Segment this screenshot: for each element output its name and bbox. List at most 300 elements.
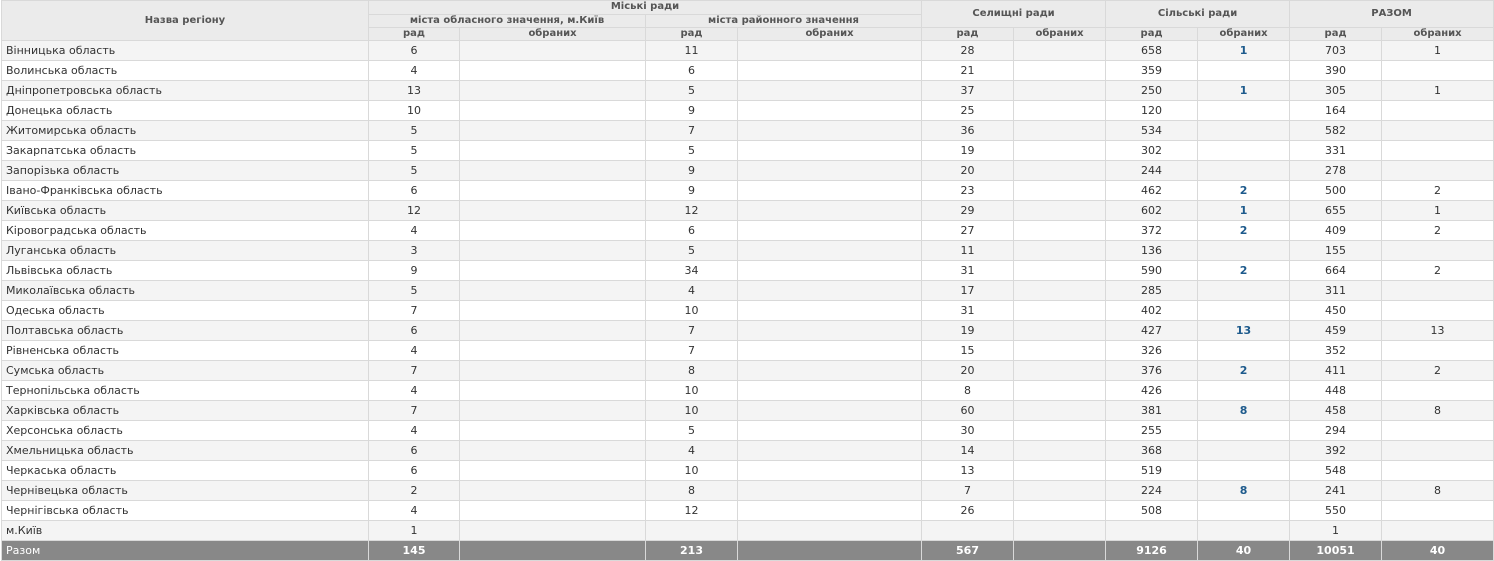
city-district-elected — [738, 41, 922, 61]
settlement-councils: 21 — [922, 61, 1014, 81]
city-district-elected — [738, 521, 922, 541]
settlement-elected — [1014, 501, 1106, 521]
total-elected: 1 — [1382, 41, 1494, 61]
region-name: Миколаївська область — [2, 281, 369, 301]
total-councils: 1 — [1290, 521, 1382, 541]
city-district-elected — [738, 501, 922, 521]
settlement-elected — [1014, 201, 1106, 221]
settlement-elected — [1014, 281, 1106, 301]
city-district-councils: 7 — [646, 121, 738, 141]
table-row — [2, 181, 1494, 201]
city-district-councils: 10 — [646, 401, 738, 421]
settlement-elected — [1014, 381, 1106, 401]
total-councils: 548 — [1290, 461, 1382, 481]
city-regional-councils: 6 — [369, 461, 460, 481]
city-district-elected — [738, 241, 922, 261]
total-councils: 241 — [1290, 481, 1382, 501]
settlement-elected — [1014, 81, 1106, 101]
village-councils: 302 — [1106, 141, 1198, 161]
total-councils: 392 — [1290, 441, 1382, 461]
total-elected: 8 — [1382, 481, 1494, 501]
total-elected — [1382, 101, 1494, 121]
settlement-elected — [1014, 441, 1106, 461]
village-councils: 658 — [1106, 41, 1198, 61]
settlement-elected — [1014, 401, 1106, 421]
city-district-elected — [738, 401, 922, 421]
total-councils: 352 — [1290, 341, 1382, 361]
city-regional-elected — [460, 361, 646, 381]
city-regional-councils: 6 — [369, 321, 460, 341]
city-district-councils: 34 — [646, 261, 738, 281]
settlement-elected-total — [1014, 541, 1106, 561]
village-councils: 534 — [1106, 121, 1198, 141]
settlement-councils: 26 — [922, 501, 1014, 521]
city-district-elected — [738, 381, 922, 401]
settlement-councils: 30 — [922, 421, 1014, 441]
table-row — [2, 461, 1494, 481]
city-regional-councils: 7 — [369, 301, 460, 321]
city-regional-elected — [460, 61, 646, 81]
city-district-councils: 10 — [646, 461, 738, 481]
city-regional-elected — [460, 321, 646, 341]
table-row — [2, 321, 1494, 341]
village-councils: 136 — [1106, 241, 1198, 261]
council-stats-table — [1, 0, 1494, 561]
total-elected-total: 40 — [1382, 541, 1494, 561]
village-councils: 508 — [1106, 501, 1198, 521]
city-district-elected — [738, 341, 922, 361]
city-regional-elected — [460, 481, 646, 501]
table-row — [2, 221, 1494, 241]
total-elected — [1382, 521, 1494, 541]
totals-label: Разом — [2, 541, 369, 561]
city-regional-elected — [460, 201, 646, 221]
village-councils: 368 — [1106, 441, 1198, 461]
settlement-elected — [1014, 101, 1106, 121]
total-elected — [1382, 421, 1494, 441]
city-district-councils: 7 — [646, 321, 738, 341]
village-councils: 402 — [1106, 301, 1198, 321]
village-elected: 2 — [1198, 181, 1290, 201]
settlement-councils: 17 — [922, 281, 1014, 301]
total-councils: 294 — [1290, 421, 1382, 441]
city-regional-councils: 13 — [369, 81, 460, 101]
city-regional-elected — [460, 181, 646, 201]
settlement-councils — [922, 521, 1014, 541]
table-row — [2, 261, 1494, 281]
settlement-councils: 27 — [922, 221, 1014, 241]
settlement-elected — [1014, 521, 1106, 541]
table-row — [2, 41, 1494, 61]
settlement-councils: 13 — [922, 461, 1014, 481]
city-district-councils: 4 — [646, 441, 738, 461]
total-councils: 458 — [1290, 401, 1382, 421]
village-elected — [1198, 441, 1290, 461]
header-region-name: Назва регіону — [2, 1, 369, 41]
city-district-elected — [738, 281, 922, 301]
city-district-elected — [738, 61, 922, 81]
city-regional-councils: 5 — [369, 161, 460, 181]
settlement-elected — [1014, 241, 1106, 261]
region-name: Івано-Франківська область — [2, 181, 369, 201]
city-district-elected — [738, 201, 922, 221]
settlement-elected — [1014, 61, 1106, 81]
village-councils: 285 — [1106, 281, 1198, 301]
city-district-elected — [738, 441, 922, 461]
village-elected — [1198, 501, 1290, 521]
settlement-elected — [1014, 121, 1106, 141]
total-councils: 164 — [1290, 101, 1382, 121]
region-name: Хмельницька область — [2, 441, 369, 461]
region-name: Львівська область — [2, 261, 369, 281]
city-regional-elected — [460, 401, 646, 421]
total-councils: 278 — [1290, 161, 1382, 181]
total-councils: 500 — [1290, 181, 1382, 201]
city-regional-elected — [460, 141, 646, 161]
city-regional-councils: 4 — [369, 221, 460, 241]
header-councils: рад — [1290, 28, 1382, 41]
city-regional-councils: 9 — [369, 261, 460, 281]
village-councils: 372 — [1106, 221, 1198, 241]
total-councils: 582 — [1290, 121, 1382, 141]
region-name: Луганська область — [2, 241, 369, 261]
region-name: Чернівецька область — [2, 481, 369, 501]
city-regional-councils: 7 — [369, 401, 460, 421]
header-settlement-councils: Селищні ради — [922, 1, 1106, 28]
village-councils: 326 — [1106, 341, 1198, 361]
settlement-councils: 20 — [922, 161, 1014, 181]
city-district-elected-total — [738, 541, 922, 561]
city-regional-councils: 6 — [369, 181, 460, 201]
region-name: Тернопільська область — [2, 381, 369, 401]
total-elected — [1382, 241, 1494, 261]
village-elected — [1198, 301, 1290, 321]
total-councils: 550 — [1290, 501, 1382, 521]
city-district-councils: 5 — [646, 241, 738, 261]
header-councils: рад — [646, 28, 738, 41]
table-row — [2, 361, 1494, 381]
city-regional-councils: 12 — [369, 201, 460, 221]
total-elected: 2 — [1382, 181, 1494, 201]
settlement-councils: 19 — [922, 321, 1014, 341]
settlement-elected — [1014, 221, 1106, 241]
village-councils: 426 — [1106, 381, 1198, 401]
total-elected: 13 — [1382, 321, 1494, 341]
village-elected: 1 — [1198, 41, 1290, 61]
total-elected — [1382, 341, 1494, 361]
totals-row — [2, 541, 1494, 561]
city-regional-elected — [460, 121, 646, 141]
total-elected: 2 — [1382, 221, 1494, 241]
village-elected — [1198, 461, 1290, 481]
region-name: Дніпропетровська область — [2, 81, 369, 101]
city-regional-councils: 4 — [369, 501, 460, 521]
table-row — [2, 101, 1494, 121]
region-name: Рівненська область — [2, 341, 369, 361]
city-district-elected — [738, 161, 922, 181]
city-district-elected — [738, 141, 922, 161]
village-councils — [1106, 521, 1198, 541]
table-row — [2, 421, 1494, 441]
settlement-councils: 19 — [922, 141, 1014, 161]
header-elected: обраних — [1014, 28, 1106, 41]
total-elected — [1382, 441, 1494, 461]
village-elected: 2 — [1198, 221, 1290, 241]
region-name: Вінницька область — [2, 41, 369, 61]
village-councils: 427 — [1106, 321, 1198, 341]
city-district-councils: 10 — [646, 381, 738, 401]
region-name: Київська область — [2, 201, 369, 221]
city-district-councils: 5 — [646, 141, 738, 161]
city-regional-elected — [460, 161, 646, 181]
village-elected — [1198, 241, 1290, 261]
total-elected — [1382, 461, 1494, 481]
city-district-councils: 8 — [646, 481, 738, 501]
village-elected — [1198, 101, 1290, 121]
settlement-councils: 31 — [922, 301, 1014, 321]
region-name: Житомирська область — [2, 121, 369, 141]
total-councils: 409 — [1290, 221, 1382, 241]
city-regional-elected — [460, 381, 646, 401]
city-district-elected — [738, 181, 922, 201]
table-row — [2, 241, 1494, 261]
village-councils: 224 — [1106, 481, 1198, 501]
header-city-regional: міста обласного значення, м.Київ — [369, 14, 646, 28]
village-elected: 8 — [1198, 481, 1290, 501]
table-row — [2, 401, 1494, 421]
city-regional-elected — [460, 241, 646, 261]
city-district-councils: 5 — [646, 81, 738, 101]
table-row — [2, 501, 1494, 521]
settlement-councils: 60 — [922, 401, 1014, 421]
village-elected: 1 — [1198, 81, 1290, 101]
total-councils: 655 — [1290, 201, 1382, 221]
city-regional-councils: 2 — [369, 481, 460, 501]
city-district-councils: 9 — [646, 161, 738, 181]
total-councils: 450 — [1290, 301, 1382, 321]
header-elected: обраних — [738, 28, 922, 41]
city-district-elected — [738, 221, 922, 241]
city-district-councils: 9 — [646, 181, 738, 201]
settlement-elected — [1014, 301, 1106, 321]
city-district-elected — [738, 301, 922, 321]
total-elected — [1382, 121, 1494, 141]
header-village-councils: Сільські ради — [1106, 1, 1290, 28]
settlement-elected — [1014, 261, 1106, 281]
city-regional-councils: 6 — [369, 441, 460, 461]
village-councils: 120 — [1106, 101, 1198, 121]
header-city-councils: Міські ради — [369, 1, 922, 15]
settlement-councils: 25 — [922, 101, 1014, 121]
settlement-councils: 28 — [922, 41, 1014, 61]
table-row — [2, 381, 1494, 401]
city-regional-councils-total: 145 — [369, 541, 460, 561]
settlement-elected — [1014, 361, 1106, 381]
city-district-elected — [738, 321, 922, 341]
city-district-councils-total: 213 — [646, 541, 738, 561]
village-elected — [1198, 161, 1290, 181]
city-regional-councils: 4 — [369, 381, 460, 401]
settlement-councils: 15 — [922, 341, 1014, 361]
city-district-councils — [646, 521, 738, 541]
settlement-elected — [1014, 341, 1106, 361]
village-councils: 255 — [1106, 421, 1198, 441]
settlement-elected — [1014, 421, 1106, 441]
city-regional-councils: 10 — [369, 101, 460, 121]
village-councils: 244 — [1106, 161, 1198, 181]
table-row — [2, 121, 1494, 141]
table-row — [2, 281, 1494, 301]
total-councils: 311 — [1290, 281, 1382, 301]
city-district-councils: 12 — [646, 501, 738, 521]
settlement-elected — [1014, 161, 1106, 181]
city-regional-councils: 4 — [369, 61, 460, 81]
region-name: Херсонська область — [2, 421, 369, 441]
city-district-elected — [738, 361, 922, 381]
city-regional-elected — [460, 461, 646, 481]
region-name: м.Київ — [2, 521, 369, 541]
table-row — [2, 61, 1494, 81]
header-elected: обраних — [1198, 28, 1290, 41]
table-row — [2, 341, 1494, 361]
city-regional-elected-total — [460, 541, 646, 561]
settlement-councils: 14 — [922, 441, 1014, 461]
city-regional-elected — [460, 81, 646, 101]
header-elected: обраних — [1382, 28, 1494, 41]
city-regional-elected — [460, 101, 646, 121]
settlement-councils: 7 — [922, 481, 1014, 501]
settlement-councils: 29 — [922, 201, 1014, 221]
village-councils: 250 — [1106, 81, 1198, 101]
settlement-councils: 37 — [922, 81, 1014, 101]
region-name: Черкаська область — [2, 461, 369, 481]
header-city-district: міста районного значення — [646, 14, 922, 28]
city-regional-councils: 5 — [369, 141, 460, 161]
total-councils: 703 — [1290, 41, 1382, 61]
city-district-elected — [738, 481, 922, 501]
city-district-councils: 6 — [646, 221, 738, 241]
table-body — [2, 41, 1494, 541]
region-name: Полтавська область — [2, 321, 369, 341]
region-name: Волинська область — [2, 61, 369, 81]
total-elected: 8 — [1382, 401, 1494, 421]
city-regional-elected — [460, 301, 646, 321]
city-district-elected — [738, 101, 922, 121]
village-elected: 2 — [1198, 361, 1290, 381]
village-elected — [1198, 121, 1290, 141]
village-councils: 519 — [1106, 461, 1198, 481]
table-row — [2, 441, 1494, 461]
region-name: Запорізька область — [2, 161, 369, 181]
city-regional-elected — [460, 441, 646, 461]
total-elected: 1 — [1382, 81, 1494, 101]
region-name: Донецька область — [2, 101, 369, 121]
settlement-councils: 8 — [922, 381, 1014, 401]
settlement-elected — [1014, 41, 1106, 61]
region-name: Одеська область — [2, 301, 369, 321]
city-regional-elected — [460, 501, 646, 521]
city-regional-elected — [460, 261, 646, 281]
settlement-councils: 31 — [922, 261, 1014, 281]
region-name: Сумська область — [2, 361, 369, 381]
village-councils: 381 — [1106, 401, 1198, 421]
total-elected — [1382, 301, 1494, 321]
header-elected: обраних — [460, 28, 646, 41]
header-total: РАЗОМ — [1290, 1, 1494, 28]
city-district-councils: 9 — [646, 101, 738, 121]
village-elected: 1 — [1198, 201, 1290, 221]
total-councils: 390 — [1290, 61, 1382, 81]
city-district-elected — [738, 421, 922, 441]
table-row — [2, 521, 1494, 541]
village-elected — [1198, 341, 1290, 361]
total-elected — [1382, 141, 1494, 161]
total-elected: 2 — [1382, 361, 1494, 381]
total-councils-total: 10051 — [1290, 541, 1382, 561]
settlement-councils: 36 — [922, 121, 1014, 141]
header-councils: рад — [1106, 28, 1198, 41]
total-councils: 331 — [1290, 141, 1382, 161]
village-councils: 590 — [1106, 261, 1198, 281]
settlement-elected — [1014, 481, 1106, 501]
city-district-councils: 7 — [646, 341, 738, 361]
total-elected: 2 — [1382, 261, 1494, 281]
region-name: Чернігівська область — [2, 501, 369, 521]
city-district-elected — [738, 261, 922, 281]
village-elected — [1198, 281, 1290, 301]
header-councils: рад — [369, 28, 460, 41]
village-councils: 376 — [1106, 361, 1198, 381]
total-councils: 305 — [1290, 81, 1382, 101]
city-regional-elected — [460, 41, 646, 61]
total-councils: 411 — [1290, 361, 1382, 381]
region-name: Закарпатська область — [2, 141, 369, 161]
city-regional-councils: 7 — [369, 361, 460, 381]
region-name: Харківська область — [2, 401, 369, 421]
city-regional-councils: 4 — [369, 421, 460, 441]
total-elected: 1 — [1382, 201, 1494, 221]
total-elected — [1382, 281, 1494, 301]
village-elected — [1198, 381, 1290, 401]
total-councils: 448 — [1290, 381, 1382, 401]
city-regional-elected — [460, 421, 646, 441]
village-councils-total: 9126 — [1106, 541, 1198, 561]
total-councils: 155 — [1290, 241, 1382, 261]
city-district-elected — [738, 121, 922, 141]
city-regional-elected — [460, 281, 646, 301]
village-elected — [1198, 421, 1290, 441]
village-elected: 8 — [1198, 401, 1290, 421]
header-councils: рад — [922, 28, 1014, 41]
city-district-elected — [738, 461, 922, 481]
city-district-councils: 5 — [646, 421, 738, 441]
city-district-councils: 10 — [646, 301, 738, 321]
village-councils: 462 — [1106, 181, 1198, 201]
village-councils: 359 — [1106, 61, 1198, 81]
total-elected — [1382, 501, 1494, 521]
total-elected — [1382, 61, 1494, 81]
total-elected — [1382, 161, 1494, 181]
city-regional-elected — [460, 341, 646, 361]
city-regional-councils: 5 — [369, 281, 460, 301]
village-elected — [1198, 141, 1290, 161]
total-elected — [1382, 381, 1494, 401]
city-district-councils: 12 — [646, 201, 738, 221]
village-elected: 2 — [1198, 261, 1290, 281]
settlement-elected — [1014, 461, 1106, 481]
total-councils: 459 — [1290, 321, 1382, 341]
table-row — [2, 161, 1494, 181]
